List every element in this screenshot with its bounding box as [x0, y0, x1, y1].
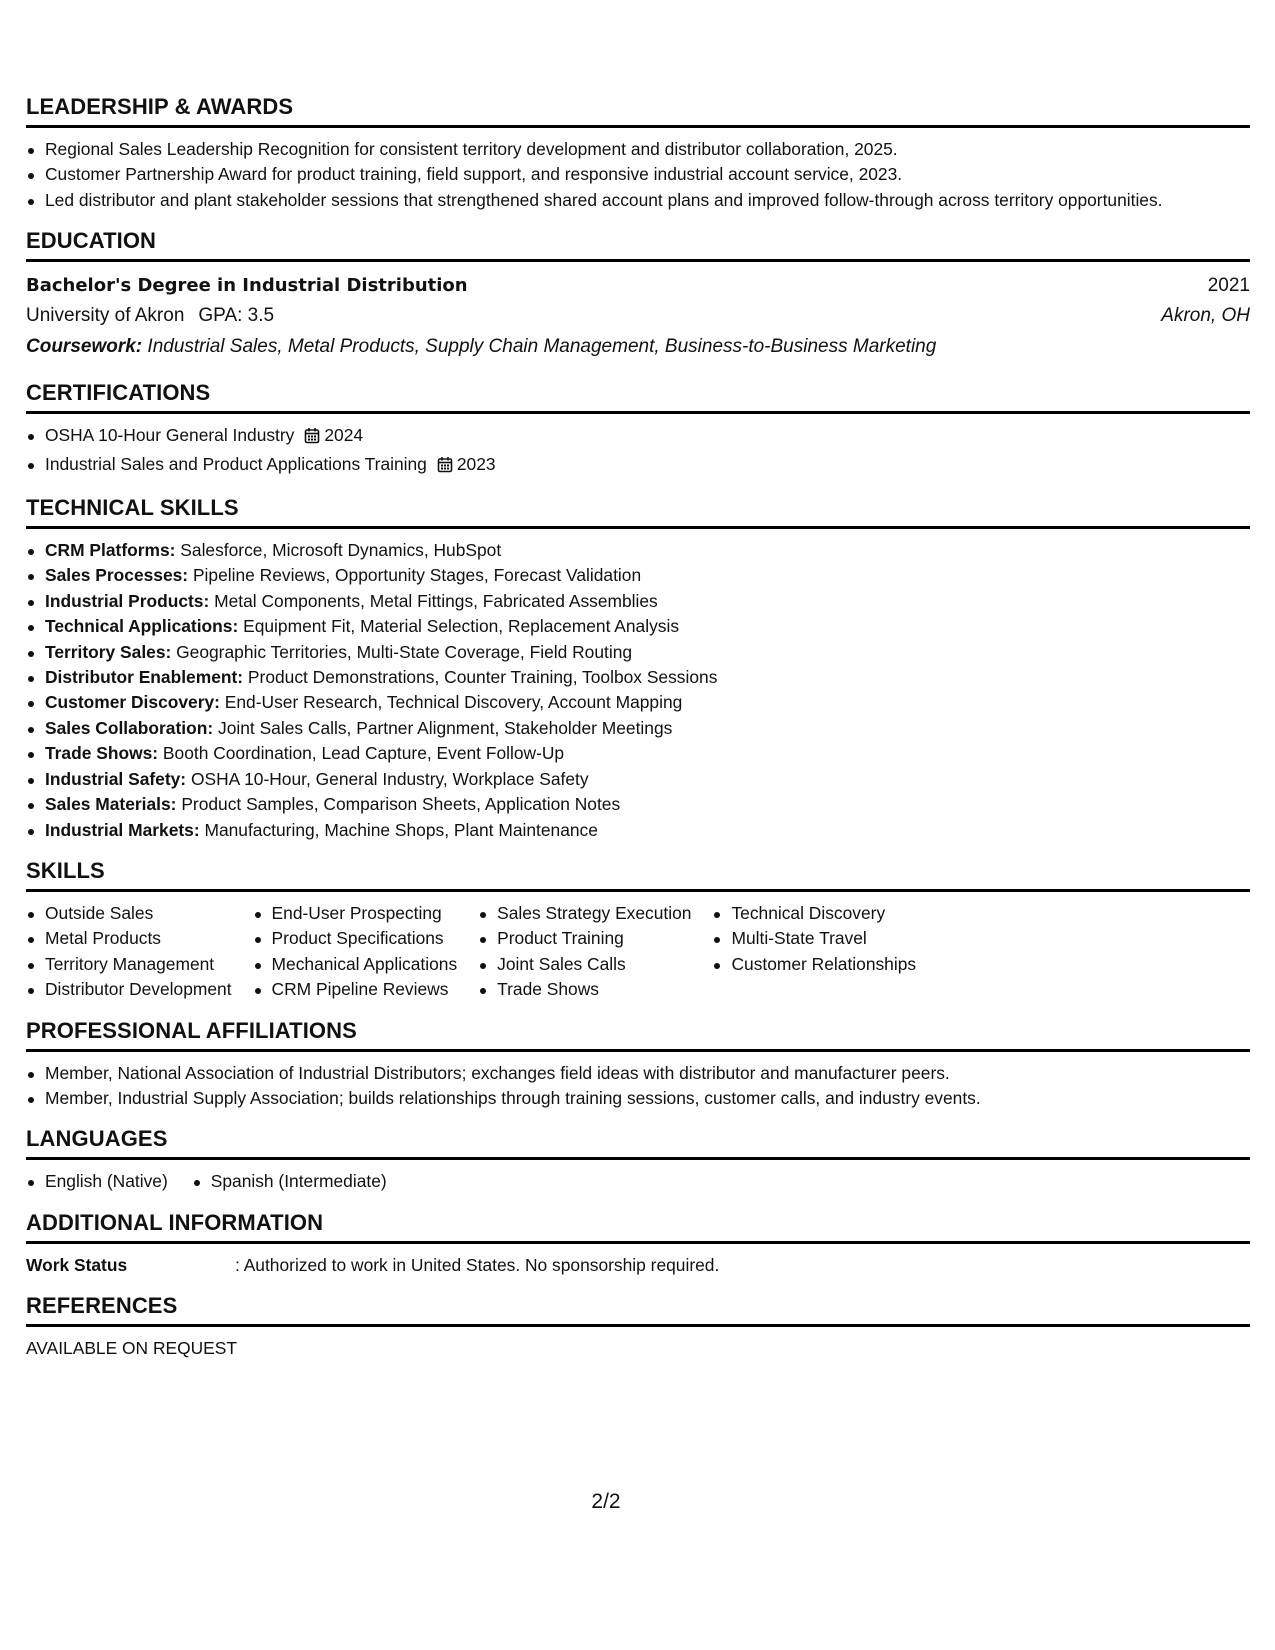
- list-item: Spanish (Intermediate): [192, 1169, 387, 1194]
- list-item: Metal Products: [26, 926, 232, 951]
- school-name: University of Akron: [26, 305, 185, 327]
- certifications-list: [26, 423, 1250, 480]
- section-title-languages: LANGUAGES: [26, 1126, 1250, 1160]
- list-item: Territory Management: [26, 952, 232, 977]
- list-item: [26, 792, 1250, 817]
- skill-values: Metal Components, Metal Fittings, Fabricated Assemblies: [214, 590, 658, 611]
- skill-category: Sales Collaboration:: [45, 717, 214, 738]
- technical-skills-list: [26, 538, 1250, 843]
- calendar-icon: [304, 426, 320, 451]
- section-title-affiliations: PROFESSIONAL AFFILIATIONS: [26, 1018, 1250, 1052]
- skill-values: Equipment Fit, Material Selection, Replacement Analysis: [243, 616, 680, 637]
- section-title-skills: SKILLS: [26, 858, 1250, 892]
- calendar-icon: [437, 455, 453, 480]
- list-item: [26, 538, 1250, 563]
- coursework-label: Coursework:: [26, 336, 143, 358]
- list-item: CRM Pipeline Reviews: [253, 977, 458, 1002]
- school-location: Akron, OH: [1161, 305, 1250, 327]
- list-item: Technical Discovery: [712, 901, 916, 926]
- list-item: Mechanical Applications: [253, 952, 458, 977]
- list-item: Product Training: [478, 926, 691, 951]
- list-item: End-User Prospecting: [253, 901, 458, 926]
- gpa: GPA: 3.5: [198, 305, 275, 327]
- additional-info-section: [26, 1210, 1250, 1278]
- list-item: Regional Sales Leadership Recognition for consistent territory development and distributor collaboration, 2025.: [26, 137, 1250, 162]
- list-item: Customer Relationships: [712, 952, 916, 977]
- list-item: Sales Strategy Execution: [478, 901, 691, 926]
- list-item: [26, 818, 1250, 843]
- skill-category: Sales Processes:: [45, 565, 189, 586]
- skill-category: Sales Materials:: [45, 794, 177, 815]
- references-text: AVAILABLE ON REQUEST: [26, 1337, 238, 1358]
- skills-column-3: [478, 901, 691, 1003]
- school-info: [26, 301, 274, 331]
- list-item: Member, National Association of Industrial Distributors; exchanges field ideas with distributor and manufacturer peers.: [26, 1061, 1250, 1086]
- affiliations-section: [26, 1018, 1250, 1112]
- skill-category: Industrial Markets:: [45, 819, 200, 840]
- page-number: 2/2: [591, 1490, 621, 1513]
- certification-year: 2024: [324, 425, 364, 446]
- technical-skills-section: [26, 495, 1250, 843]
- affiliations-list: [26, 1061, 1250, 1112]
- skill-values: Manufacturing, Machine Shops, Plant Maintenance: [204, 819, 598, 840]
- section-title-certifications: CERTIFICATIONS: [26, 380, 1250, 414]
- skills-column-4: [712, 901, 916, 1003]
- certifications-section: [26, 380, 1250, 480]
- skill-category: Technical Applications:: [45, 616, 239, 637]
- coursework-list: Industrial Sales, Metal Products, Supply Chain Management, Business-to-Business Marketing: [147, 336, 937, 358]
- list-item: Product Specifications: [253, 926, 458, 951]
- skill-values: Booth Coordination, Lead Capture, Event Follow-Up: [162, 743, 565, 764]
- section-title-technical-skills: TECHNICAL SKILLS: [26, 495, 1250, 529]
- skills-section: [26, 858, 1250, 1003]
- education-degree-row: [26, 271, 1250, 301]
- skill-values: Product Demonstrations, Counter Training, Toolbox Sessions: [247, 667, 718, 688]
- section-title-references: REFERENCES: [26, 1293, 1250, 1327]
- list-item: [26, 640, 1250, 665]
- skills-column-2: [253, 901, 458, 1003]
- leadership-list: [26, 137, 1250, 213]
- leadership-section: [26, 94, 1250, 213]
- info-key: Work Status: [26, 1254, 128, 1275]
- list-item: Customer Partnership Award for product training, field support, and responsive industrial account service, 2023.: [26, 162, 1250, 187]
- list-item: Outside Sales: [26, 901, 232, 926]
- list-item: Joint Sales Calls: [478, 952, 691, 977]
- skill-category: Industrial Safety:: [45, 768, 187, 789]
- skill-values: End-User Research, Technical Discovery, Account Mapping: [224, 692, 683, 713]
- info-value: : Authorized to work in United States. No sponsorship required.: [235, 1254, 720, 1275]
- skills-grid: [26, 901, 1250, 1003]
- list-item: [26, 665, 1250, 690]
- coursework: [26, 331, 1250, 362]
- skill-category: Territory Sales:: [45, 641, 172, 662]
- degree-name: Bachelor's Degree in Industrial Distribution: [26, 275, 468, 297]
- languages-section: [26, 1126, 1250, 1194]
- skill-category: CRM Platforms:: [45, 540, 176, 561]
- list-item: Trade Shows: [478, 977, 691, 1002]
- skill-values: Joint Sales Calls, Partner Alignment, Stakeholder Meetings: [218, 717, 673, 738]
- list-item: [26, 589, 1250, 614]
- section-title-education: EDUCATION: [26, 228, 1250, 262]
- skills-column-1: [26, 901, 232, 1003]
- list-item: [26, 767, 1250, 792]
- skill-values: Salesforce, Microsoft Dynamics, HubSpot: [180, 540, 502, 561]
- section-title-additional-info: ADDITIONAL INFORMATION: [26, 1210, 1250, 1244]
- skill-category: Industrial Products:: [45, 590, 210, 611]
- education-section: [26, 228, 1250, 362]
- list-item: [26, 423, 1250, 451]
- section-title-leadership: LEADERSHIP & AWARDS: [26, 94, 1250, 128]
- skill-category: Distributor Enablement:: [45, 667, 244, 688]
- resume-page: [26, 94, 1250, 1374]
- education-school-row: [26, 301, 1250, 331]
- skill-category: Customer Discovery:: [45, 692, 220, 713]
- certification-name: Industrial Sales and Product Applications Training: [45, 453, 427, 474]
- list-item: Led distributor and plant stakeholder sessions that strengthened shared account plans and improved follow-through across territory opportunities.: [26, 188, 1250, 213]
- list-item: [26, 563, 1250, 588]
- references-section: [26, 1293, 1250, 1361]
- list-item: English (Native): [26, 1169, 168, 1194]
- list-item: Distributor Development: [26, 977, 232, 1002]
- info-row: [26, 1253, 1250, 1278]
- graduation-year: 2021: [1207, 275, 1250, 297]
- list-item: Multi-State Travel: [712, 926, 916, 951]
- list-item: Member, Industrial Supply Association; builds relationships through training sessions, customer calls, and industry events.: [26, 1086, 1250, 1111]
- skill-values: OSHA 10-Hour, General Industry, Workplace Safety: [190, 768, 589, 789]
- languages-list: [26, 1169, 1250, 1194]
- skill-values: Geographic Territories, Multi-State Coverage, Field Routing: [176, 641, 633, 662]
- certification-name: OSHA 10-Hour General Industry: [45, 425, 295, 446]
- certification-year: 2023: [456, 453, 496, 474]
- skill-values: Product Samples, Comparison Sheets, Application Notes: [181, 794, 621, 815]
- list-item: [26, 690, 1250, 715]
- skill-values: Pipeline Reviews, Opportunity Stages, Forecast Validation: [192, 565, 642, 586]
- skill-category: Trade Shows:: [45, 743, 159, 764]
- list-item: [26, 716, 1250, 741]
- list-item: [26, 741, 1250, 766]
- list-item: [26, 452, 1250, 480]
- list-item: [26, 614, 1250, 639]
